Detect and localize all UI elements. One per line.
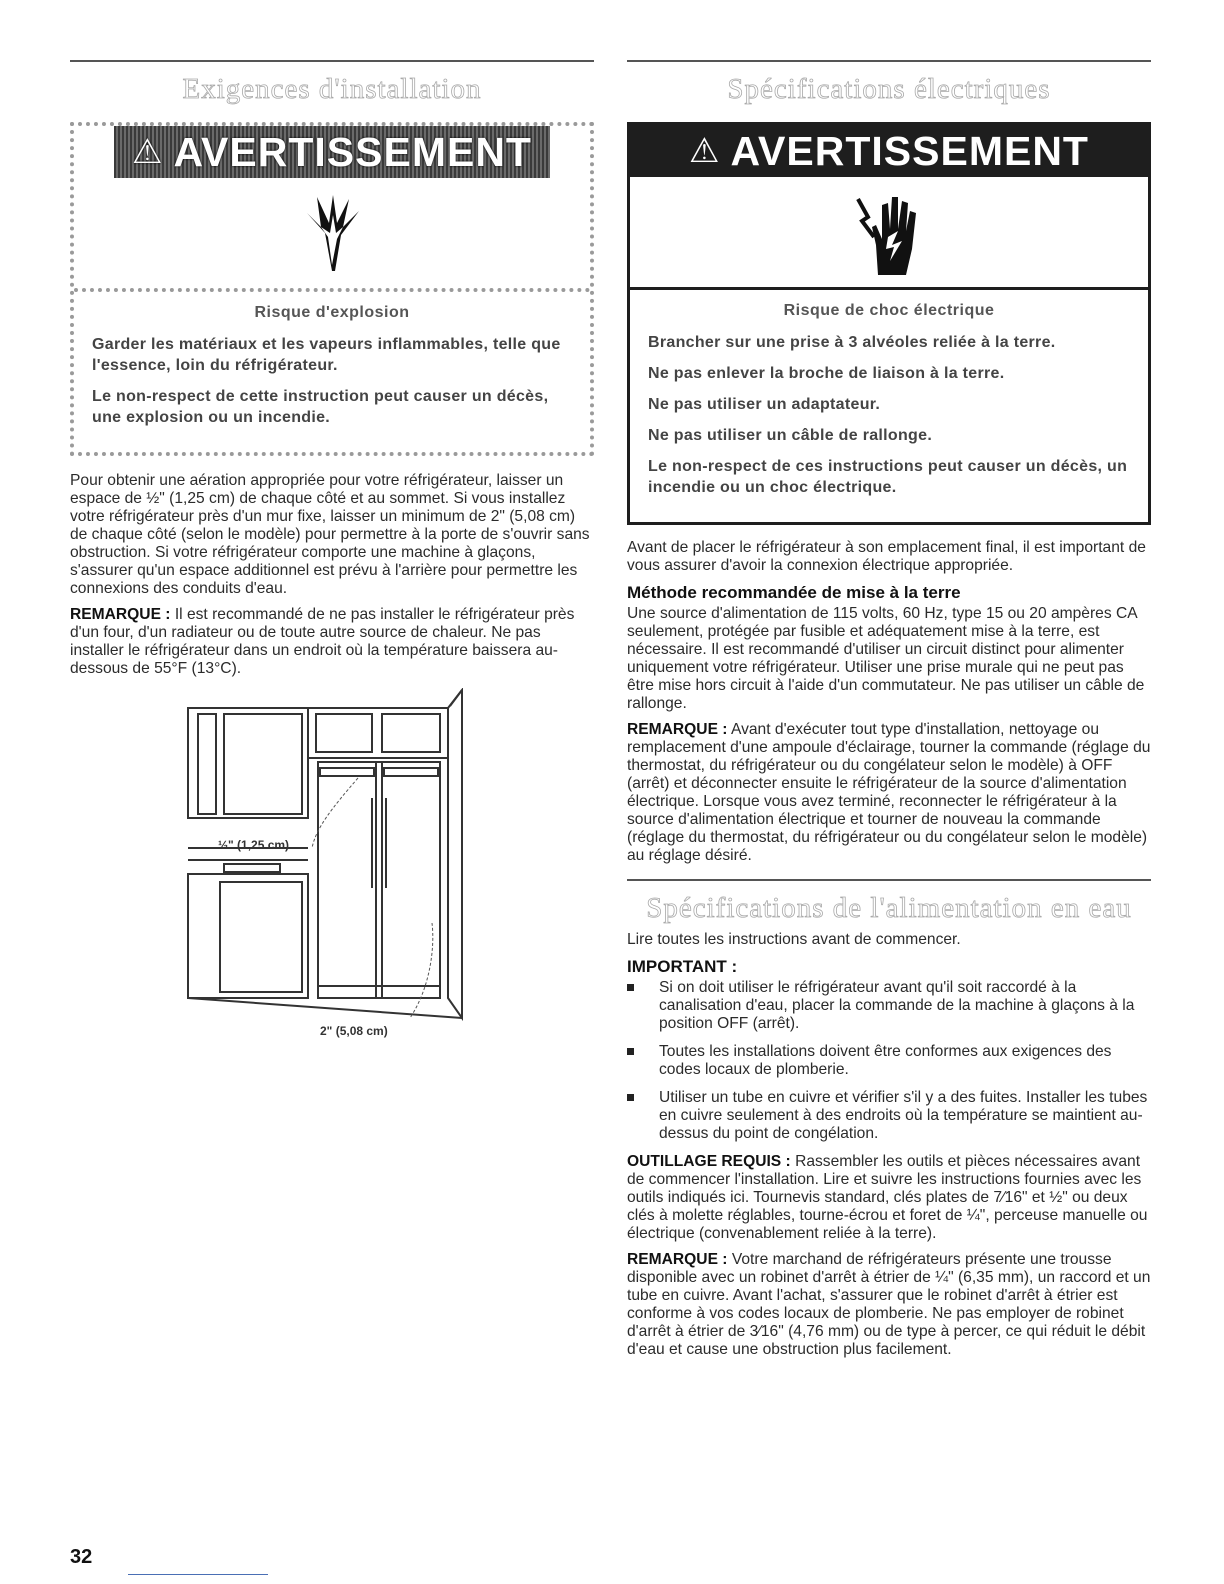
warning-triangle-icon: ⚠ bbox=[132, 133, 164, 171]
paragraph: Avant de placer le réfrigérateur à son emplacement final, il est important de vous assurer d'avoir la connexion électrique appropriée. bbox=[627, 539, 1146, 574]
warning-triangle-icon: ⚠ bbox=[689, 132, 721, 170]
left-column bbox=[70, 60, 594, 1048]
warning-title: Risque de choc électrique bbox=[783, 302, 995, 319]
list-item: Utiliser un tube en cuivre et vérifier s'il y a des fuites. Installer les tubes en cuivre seulement à des endroits où la température se maintient au-dessus du point de congélation. bbox=[627, 1089, 1151, 1143]
note-paragraph bbox=[627, 721, 1151, 865]
paragraph: Pour obtenir une aération appropriée pour votre réfrigérateur, laisser un espace de ½" (1,25 cm) de chaque côté et au sommet. Si vous installez votre réfrigérateur près d'un mur fixe, laisser un minimum de 2" (5,08 cm) de chaque côté (selon le modèle) pour permettre à la porte de s'ouvrir sans obstruction. Si votre réfrigérateur comporte une machine à glaçons, s'assurer qu'un espace additionnel est prévu à l'arrière pour permettre les connexions des conduits d'eau. bbox=[70, 472, 590, 597]
warning-line: Brancher sur une prise à 3 alvéoles reliée à la terre. bbox=[648, 334, 1056, 351]
tools-text: Rassembler les outils et pièces nécessaires avant de commencer l'installation. Lire et suivre les instructions fournies avec les outils indiqués ici. Tournevis standard, clés plates de 7⁄16" et ½" ou deux clés à molette réglables, tourne-écrou et foret de ¼", perceuse manuelle ou électrique (convenablement reliée à la terre). bbox=[627, 1153, 1148, 1242]
dimension-label-two-inch: 2" (5,08 cm) bbox=[320, 1024, 388, 1038]
note-label: REMARQUE : bbox=[627, 1251, 728, 1268]
subheading-grounding-method: Méthode recommandée de mise à la terre bbox=[627, 583, 961, 602]
warning-line: Le non-respect de ces instructions peut causer un décès, un incendie ou un choc électrique. bbox=[648, 458, 1128, 496]
warning-title: Risque d'explosion bbox=[254, 304, 410, 321]
section-rule bbox=[627, 879, 1151, 881]
note-text: Votre marchand de réfrigérateurs présente une trousse disponible avec un robinet d'arrêt à étrier de ¼" (6,35 mm), un raccord et un tube en cuivre. Avant l'achat, s'assurer que le robinet d'arrêt à étrier est conforme à vos codes locaux de plomberie. Ne pas employer de robinet d'arrêt à étrier de 3⁄16" (4,76 mm) ou de type à percer, ce qui réduit le débit d'eau et cause une obstruction plus facilement. bbox=[627, 1251, 1151, 1358]
section-rule bbox=[627, 60, 1151, 62]
warning-line: Ne pas enlever la broche de liaison à la terre. bbox=[648, 365, 1005, 382]
footer-line bbox=[128, 1574, 268, 1575]
note-label: REMARQUE : bbox=[70, 606, 171, 623]
section-title-water-supply: Spécifications de l'alimentation en eau bbox=[646, 892, 1132, 924]
warning-line: Garder les matériaux et les vapeurs inflammables, telle que l'essence, loin du réfrigérateur. bbox=[92, 336, 561, 374]
paragraph: Une source d'alimentation de 115 volts, 60 Hz, type 15 ou 20 ampères CA seulement, protégée par fusible et adéquatement mise à la terre, est nécessaire. Il est recommandé d'utiliser un circuit distinct pour alimenter uniquement votre réfrigérateur. Utiliser une prise murale qui ne peut pas être mise hors circuit à l'aide d'un commutateur. Ne pas utiliser un câble de rallonge. bbox=[627, 605, 1145, 712]
right-column bbox=[627, 60, 1151, 1367]
paragraph: Lire toutes les instructions avant de commencer. bbox=[627, 931, 961, 948]
note-text: Avant d'exécuter tout type d'installation, nettoyage ou remplacement d'une ampoule d'éclairage, tourner la commande (réglage du thermostat, du réfrigérateur ou du congélateur selon le modèle) à OFF (arrêt) et déconnecter ensuite le réfrigérateur de la source d'alimentation électrique. Lorsque vous avez terminé, reconnecter le réfrigérateur à la source d'alimentation électrique et tourner de nouveau la commande (réglage du thermostat, du réfrigérateur ou du congélateur selon le modèle) au réglage désiré. bbox=[627, 721, 1151, 864]
warning-header-label: AVERTISSEMENT bbox=[173, 128, 532, 175]
explosion-icon bbox=[74, 178, 590, 292]
explosion-warning-box bbox=[70, 122, 594, 456]
dimension-label-half-inch: ½" (1,25 cm) bbox=[218, 838, 290, 852]
important-label: IMPORTANT : bbox=[627, 957, 738, 976]
clearance-diagram bbox=[70, 688, 594, 1048]
warning-header-label: AVERTISSEMENT bbox=[730, 127, 1089, 174]
note-paragraph bbox=[70, 606, 594, 678]
tools-paragraph bbox=[627, 1153, 1151, 1243]
section-title-electrical: Spécifications électriques bbox=[727, 73, 1051, 105]
note-paragraph bbox=[627, 1251, 1151, 1359]
list-item: Toutes les installations doivent être conformes aux exigences des codes locaux de plomberie. bbox=[627, 1043, 1151, 1079]
shock-warning-box bbox=[627, 122, 1151, 525]
note-label: REMARQUE : bbox=[627, 721, 728, 738]
section-rule bbox=[70, 60, 594, 62]
warning-line: Ne pas utiliser un câble de rallonge. bbox=[648, 427, 933, 444]
warning-line: Ne pas utiliser un adaptateur. bbox=[648, 396, 881, 413]
important-list bbox=[627, 979, 1151, 1143]
electric-shock-hand-icon bbox=[630, 177, 1148, 290]
page-number: 32 bbox=[70, 1546, 93, 1568]
list-item: Si on doit utiliser le réfrigérateur avant qu'il soit raccordé à la canalisation d'eau, placer la commande de la machine à glaçons à la position OFF (arrêt). bbox=[627, 979, 1151, 1033]
warning-header bbox=[114, 126, 550, 178]
section-title-installation: Exigences d'installation bbox=[182, 73, 482, 105]
refrigerator-cabinet-illustration bbox=[70, 688, 594, 1048]
tools-label: OUTILLAGE REQUIS : bbox=[627, 1153, 791, 1170]
warning-line: Le non-respect de cette instruction peut causer un décès, une explosion ou un incendie. bbox=[92, 388, 549, 426]
note-text: Il est recommandé de ne pas installer le réfrigérateur près d'un four, d'un radiateur ou de toute autre source de chaleur. Ne pas installer le réfrigérateur dans un endroit où la température baissera au-dessous de 55°F (13°C). bbox=[70, 606, 575, 677]
warning-header bbox=[630, 125, 1148, 177]
